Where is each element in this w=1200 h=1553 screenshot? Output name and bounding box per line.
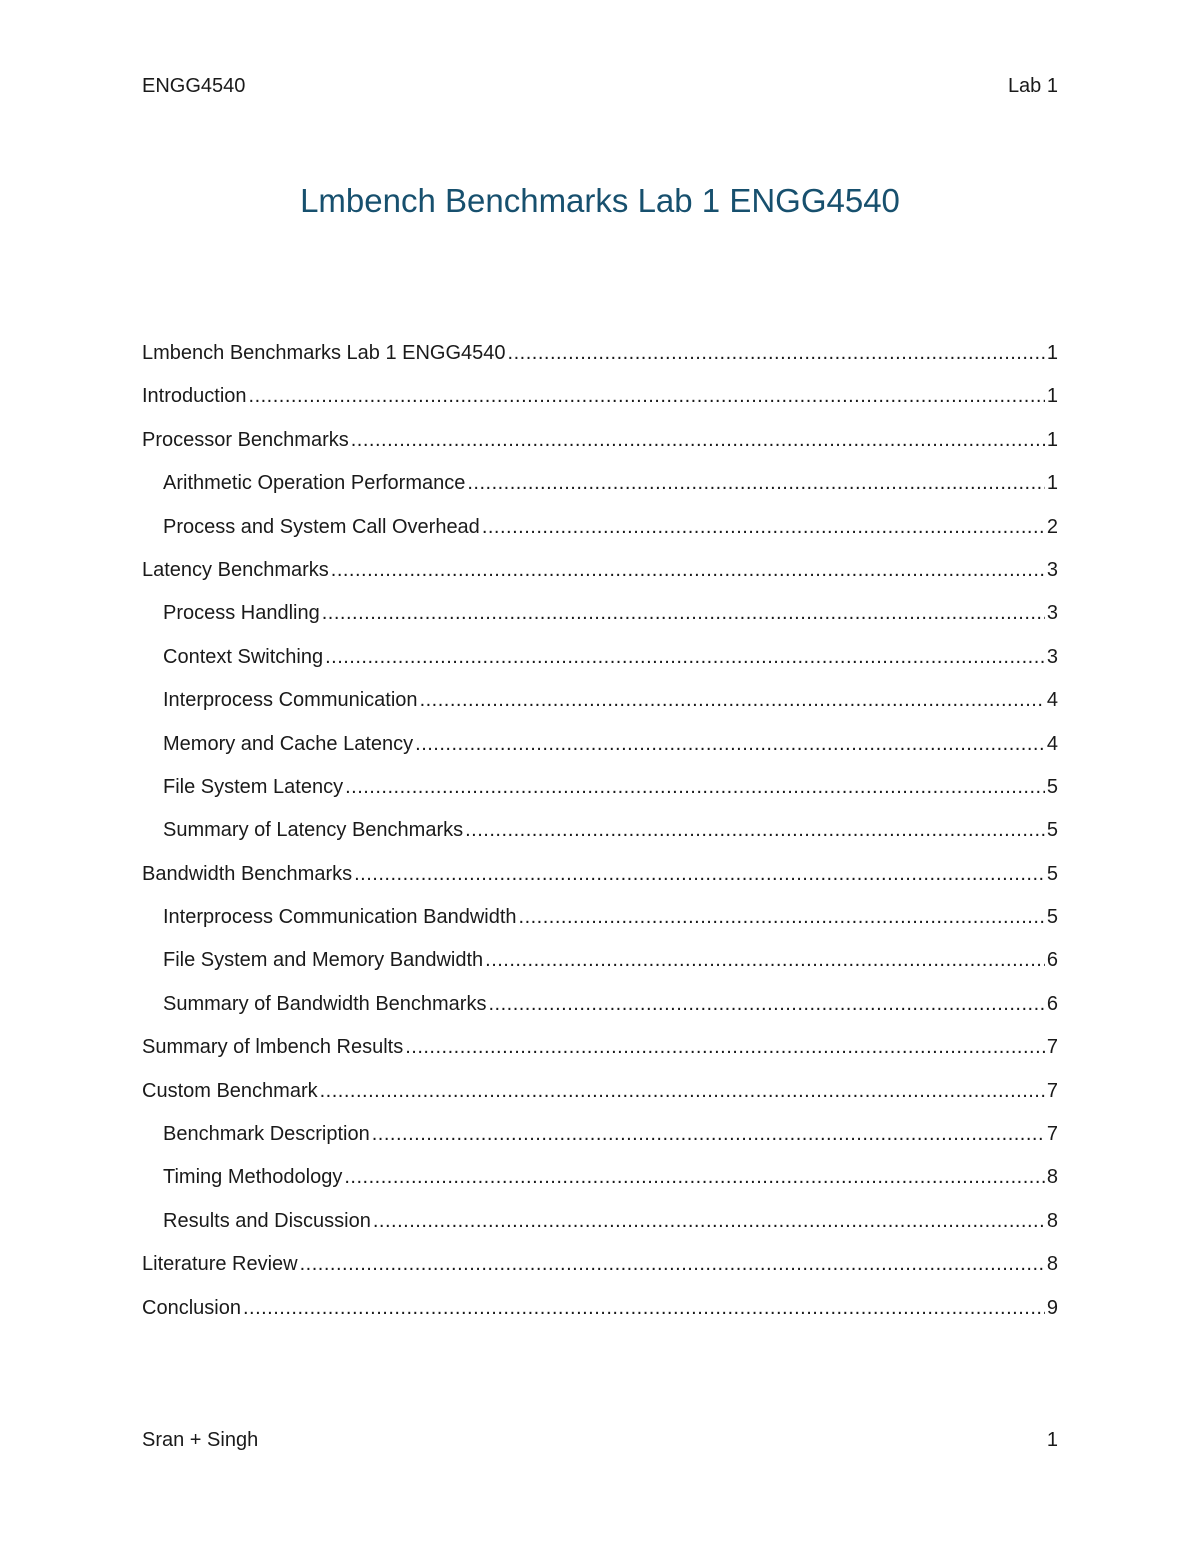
toc-entry-label: Context Switching xyxy=(163,645,324,668)
toc-entry[interactable] xyxy=(142,815,1058,858)
toc-entry-label: Process Handling xyxy=(163,602,320,625)
toc-dot-leader xyxy=(373,1206,1045,1236)
toc-entry-label: Lmbench Benchmarks Lab 1 ENGG4540 xyxy=(142,342,506,364)
toc-entry-page: 5 xyxy=(1046,819,1058,842)
header-course: ENGG4540 xyxy=(142,75,246,97)
toc-entry-label: Latency Benchmarks xyxy=(142,558,329,581)
toc-dot-leader xyxy=(488,989,1044,1019)
toc-entry[interactable] xyxy=(142,1206,1058,1249)
toc-entry[interactable] xyxy=(142,685,1058,728)
toc-dot-leader xyxy=(372,1119,1045,1149)
toc-entry[interactable] xyxy=(142,989,1058,1032)
toc-dot-leader xyxy=(320,1076,1045,1106)
toc-entry[interactable] xyxy=(142,772,1058,815)
page-header xyxy=(142,74,1058,98)
toc-entry-label: Benchmark Description xyxy=(163,1123,370,1146)
toc-dot-leader xyxy=(325,642,1045,672)
toc-entry-page: 6 xyxy=(1046,949,1058,972)
toc-dot-leader xyxy=(331,555,1045,585)
toc-dot-leader xyxy=(420,685,1045,715)
toc-dot-leader xyxy=(485,945,1045,975)
toc-entry-label: Summary of Bandwidth Benchmarks xyxy=(163,992,487,1015)
toc-dot-leader xyxy=(465,815,1045,845)
toc-entry-page: 7 xyxy=(1046,1123,1058,1146)
toc-entry-page: 5 xyxy=(1046,906,1058,929)
toc-entry[interactable] xyxy=(142,1119,1058,1162)
toc-entry-label: Literature Review xyxy=(142,1253,298,1276)
toc-entry[interactable] xyxy=(142,1249,1058,1292)
footer-authors: Sran + Singh xyxy=(142,1429,259,1451)
toc-entry-label: Interprocess Communication Bandwidth xyxy=(163,906,517,929)
toc-dot-leader xyxy=(345,772,1045,802)
toc-entry-page: 1 xyxy=(1046,428,1058,451)
document-title: Lmbench Benchmarks Lab 1 ENGG4540 xyxy=(300,182,900,219)
toc-entry-page: 1 xyxy=(1046,342,1058,364)
toc-dot-leader xyxy=(249,381,1045,411)
toc-entry[interactable] xyxy=(142,598,1058,641)
toc-entry-label: Bandwidth Benchmarks xyxy=(142,862,353,885)
toc-entry[interactable] xyxy=(142,381,1058,424)
toc-entry-label: Summary of Latency Benchmarks xyxy=(163,819,464,842)
toc-dot-leader xyxy=(243,1293,1045,1323)
toc-entry-label: File System and Memory Bandwidth xyxy=(163,949,484,972)
toc-entry[interactable] xyxy=(142,1032,1058,1075)
header-lab: Lab 1 xyxy=(1007,75,1058,97)
toc-entry-label: Introduction xyxy=(142,385,247,408)
toc-entry[interactable] xyxy=(142,642,1058,685)
toc-entry-label: Arithmetic Operation Performance xyxy=(163,472,466,495)
toc-dot-leader xyxy=(467,468,1045,498)
toc-entry-page: 8 xyxy=(1046,1166,1058,1189)
toc-entry[interactable] xyxy=(142,729,1058,772)
toc-entry-page: 6 xyxy=(1046,992,1058,1015)
toc-dot-leader xyxy=(322,598,1045,628)
toc-dot-leader xyxy=(482,512,1045,542)
toc-entry[interactable] xyxy=(142,555,1058,598)
toc-entry[interactable] xyxy=(142,902,1058,945)
toc-dot-leader xyxy=(300,1249,1045,1279)
toc-entry-label: Summary of lmbench Results xyxy=(142,1036,404,1059)
toc-entry-page: 5 xyxy=(1046,862,1058,885)
toc-entry[interactable] xyxy=(142,1162,1058,1205)
toc-entry-page: 4 xyxy=(1046,689,1058,712)
toc-entry-label: Processor Benchmarks xyxy=(142,428,349,451)
toc-entry[interactable] xyxy=(142,1076,1058,1119)
toc-dot-leader xyxy=(351,425,1045,455)
toc-entry[interactable] xyxy=(142,512,1058,555)
toc-entry-label: File System Latency xyxy=(163,775,344,798)
toc-entry[interactable] xyxy=(142,425,1058,468)
toc-dot-leader xyxy=(415,729,1045,759)
toc-entry[interactable] xyxy=(142,945,1058,988)
toc-entry-label: Conclusion xyxy=(142,1296,241,1319)
toc-entry-page: 1 xyxy=(1046,385,1058,408)
footer-page-number: 1 xyxy=(1046,1429,1058,1451)
toc-entry-page: 3 xyxy=(1046,645,1058,668)
page-footer xyxy=(142,1428,1058,1452)
toc-dot-leader xyxy=(354,859,1045,889)
toc-entry-page: 9 xyxy=(1046,1296,1058,1319)
toc-dot-leader xyxy=(519,902,1045,932)
toc-entry-page: 1 xyxy=(1046,472,1058,495)
toc-dot-leader xyxy=(508,338,1045,368)
toc-entry-page: 8 xyxy=(1046,1209,1058,1232)
toc-entry-page: 7 xyxy=(1046,1036,1058,1059)
toc-entry-label: Results and Discussion xyxy=(163,1209,371,1232)
toc-entry-page: 3 xyxy=(1046,602,1058,625)
toc-entry-label: Interprocess Communication xyxy=(163,689,418,712)
toc-entry-label: Custom Benchmark xyxy=(142,1079,318,1102)
toc-entry-page: 3 xyxy=(1046,558,1058,581)
toc-entry-page: 2 xyxy=(1046,515,1058,538)
toc-entry[interactable] xyxy=(142,468,1058,511)
toc-entry-label: Process and System Call Overhead xyxy=(163,515,480,538)
toc-entry[interactable] xyxy=(142,859,1058,902)
toc-entry-page: 8 xyxy=(1046,1253,1058,1276)
toc-entry[interactable] xyxy=(142,338,1058,381)
table-of-contents xyxy=(142,338,1058,1336)
toc-dot-leader xyxy=(344,1162,1045,1192)
toc-entry[interactable] xyxy=(142,1293,1058,1336)
toc-entry-page: 7 xyxy=(1046,1079,1058,1102)
toc-dot-leader xyxy=(405,1032,1045,1062)
toc-entry-page: 4 xyxy=(1046,732,1058,755)
toc-entry-label: Memory and Cache Latency xyxy=(163,732,414,755)
toc-entry-label: Timing Methodology xyxy=(163,1166,343,1189)
toc-entry-page: 5 xyxy=(1046,775,1058,798)
